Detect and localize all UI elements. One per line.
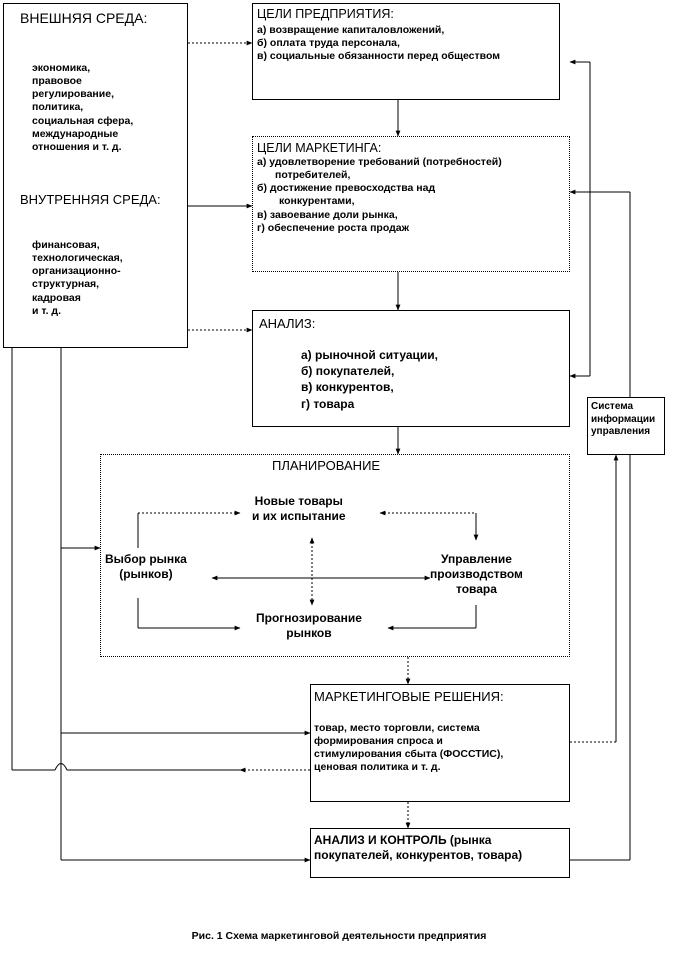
planning-forecast xyxy=(256,611,362,641)
marketing-decisions-title: МАРКЕТИНГОВЫЕ РЕШЕНИЯ: xyxy=(314,689,504,704)
figure-caption: Рис. 1 Схема маркетинговой деятельности предприятия xyxy=(191,930,487,942)
market-choice-line: Выбор рынка xyxy=(105,552,187,566)
analysis-control-line: покупателей, конкурентов, товара) xyxy=(314,848,523,862)
production-line: товара xyxy=(455,582,497,596)
analysis-control-label xyxy=(314,833,522,863)
internal-env-item: финансовая, xyxy=(32,239,100,251)
company-goal-item: б) оплата труда персонала, xyxy=(257,37,400,50)
forecast-line: рынков xyxy=(286,626,332,640)
internal-env-item: и т. д. xyxy=(32,304,62,317)
production-line: Управление xyxy=(441,552,512,566)
planning-market-choice xyxy=(105,552,187,582)
marketing-goal-item: б) достижение превосходства над xyxy=(257,182,436,195)
marketing-goal-item: а) удовлетворение требований (потребностей) xyxy=(257,156,502,168)
analysis-item: г) товара xyxy=(301,396,355,411)
external-env-item: международные xyxy=(32,127,119,140)
internal-env-item: кадровая xyxy=(32,291,81,304)
decision-item: формирования спроса и xyxy=(314,735,443,748)
analysis-control-line: АНАЛИЗ И КОНТРОЛЬ (рынка xyxy=(314,833,492,847)
company-goal-item: в) социальные обязанности перед обществом xyxy=(257,50,501,63)
marketing-decisions-list xyxy=(314,722,503,775)
company-goals-list xyxy=(257,24,500,63)
analysis-box xyxy=(252,310,570,427)
company-goals-title: ЦЕЛИ ПРЕДПРИЯТИЯ: xyxy=(257,7,394,21)
analysis-item: б) покупателей, xyxy=(301,364,395,379)
analysis-title: АНАЛИЗ: xyxy=(259,316,316,331)
analysis-control-box xyxy=(310,828,570,878)
mis-line: Система xyxy=(591,401,634,412)
marketing-goal-item: в) завоевание доли рынка, xyxy=(257,208,398,221)
new-products-line: Новые товары xyxy=(254,494,343,508)
analysis-item: а) рыночной ситуации, xyxy=(301,348,438,362)
company-goals-box xyxy=(252,3,560,100)
external-env-item: политика, xyxy=(32,101,84,114)
mis-line: управления xyxy=(591,426,651,437)
new-products-line: и их испытание xyxy=(252,509,346,523)
external-env-item: отношения и т. д. xyxy=(32,140,122,153)
internal-env-item: организационно- xyxy=(32,265,121,278)
marketing-goals-title: ЦЕЛИ МАРКЕТИНГА: xyxy=(257,141,382,155)
analysis-item: в) конкурентов, xyxy=(301,380,394,395)
mis-box xyxy=(587,397,665,455)
decision-item: ценовая политика и т. д. xyxy=(314,761,441,774)
external-env-title: ВНЕШНЯЯ СРЕДА: xyxy=(20,10,148,26)
marketing-goal-item: г) обеспечение роста продаж xyxy=(257,221,410,234)
mis-line: информации xyxy=(591,413,656,425)
planning-new-products xyxy=(252,494,346,524)
marketing-goal-item: конкурентами, xyxy=(279,195,355,208)
external-env-item: социальная сфера, xyxy=(32,114,134,127)
forecast-line: Прогнозирование xyxy=(256,611,362,625)
analysis-list xyxy=(301,347,438,412)
internal-env-item: структурная, xyxy=(32,278,100,291)
external-env-item: правовое xyxy=(32,75,82,88)
mis-label xyxy=(591,401,655,439)
planning-title: ПЛАНИРОВАНИЕ xyxy=(272,458,381,473)
marketing-decisions-box xyxy=(310,684,570,802)
internal-env-title: ВНУТРЕННЯЯ СРЕДА: xyxy=(20,192,161,207)
internal-env-item: технологическая, xyxy=(32,252,123,265)
production-line: производством xyxy=(430,567,523,581)
external-env-item: регулирование, xyxy=(32,88,114,101)
marketing-goals-box xyxy=(252,136,570,272)
decision-item: стимулирования сбыта (ФОССТИС), xyxy=(314,748,504,761)
marketing-goals-list xyxy=(257,156,502,235)
planning-production xyxy=(430,552,523,597)
environment-box xyxy=(3,3,188,348)
decision-item: товар, место торговли, система xyxy=(314,722,480,734)
external-env-list xyxy=(32,62,133,154)
company-goal-item: а) возвращение капиталовложений, xyxy=(257,24,445,36)
marketing-goal-item: потребителей, xyxy=(275,169,351,182)
internal-env-list xyxy=(32,239,123,318)
external-env-item: экономика, xyxy=(32,62,91,74)
market-choice-line: (рынков) xyxy=(119,567,173,581)
